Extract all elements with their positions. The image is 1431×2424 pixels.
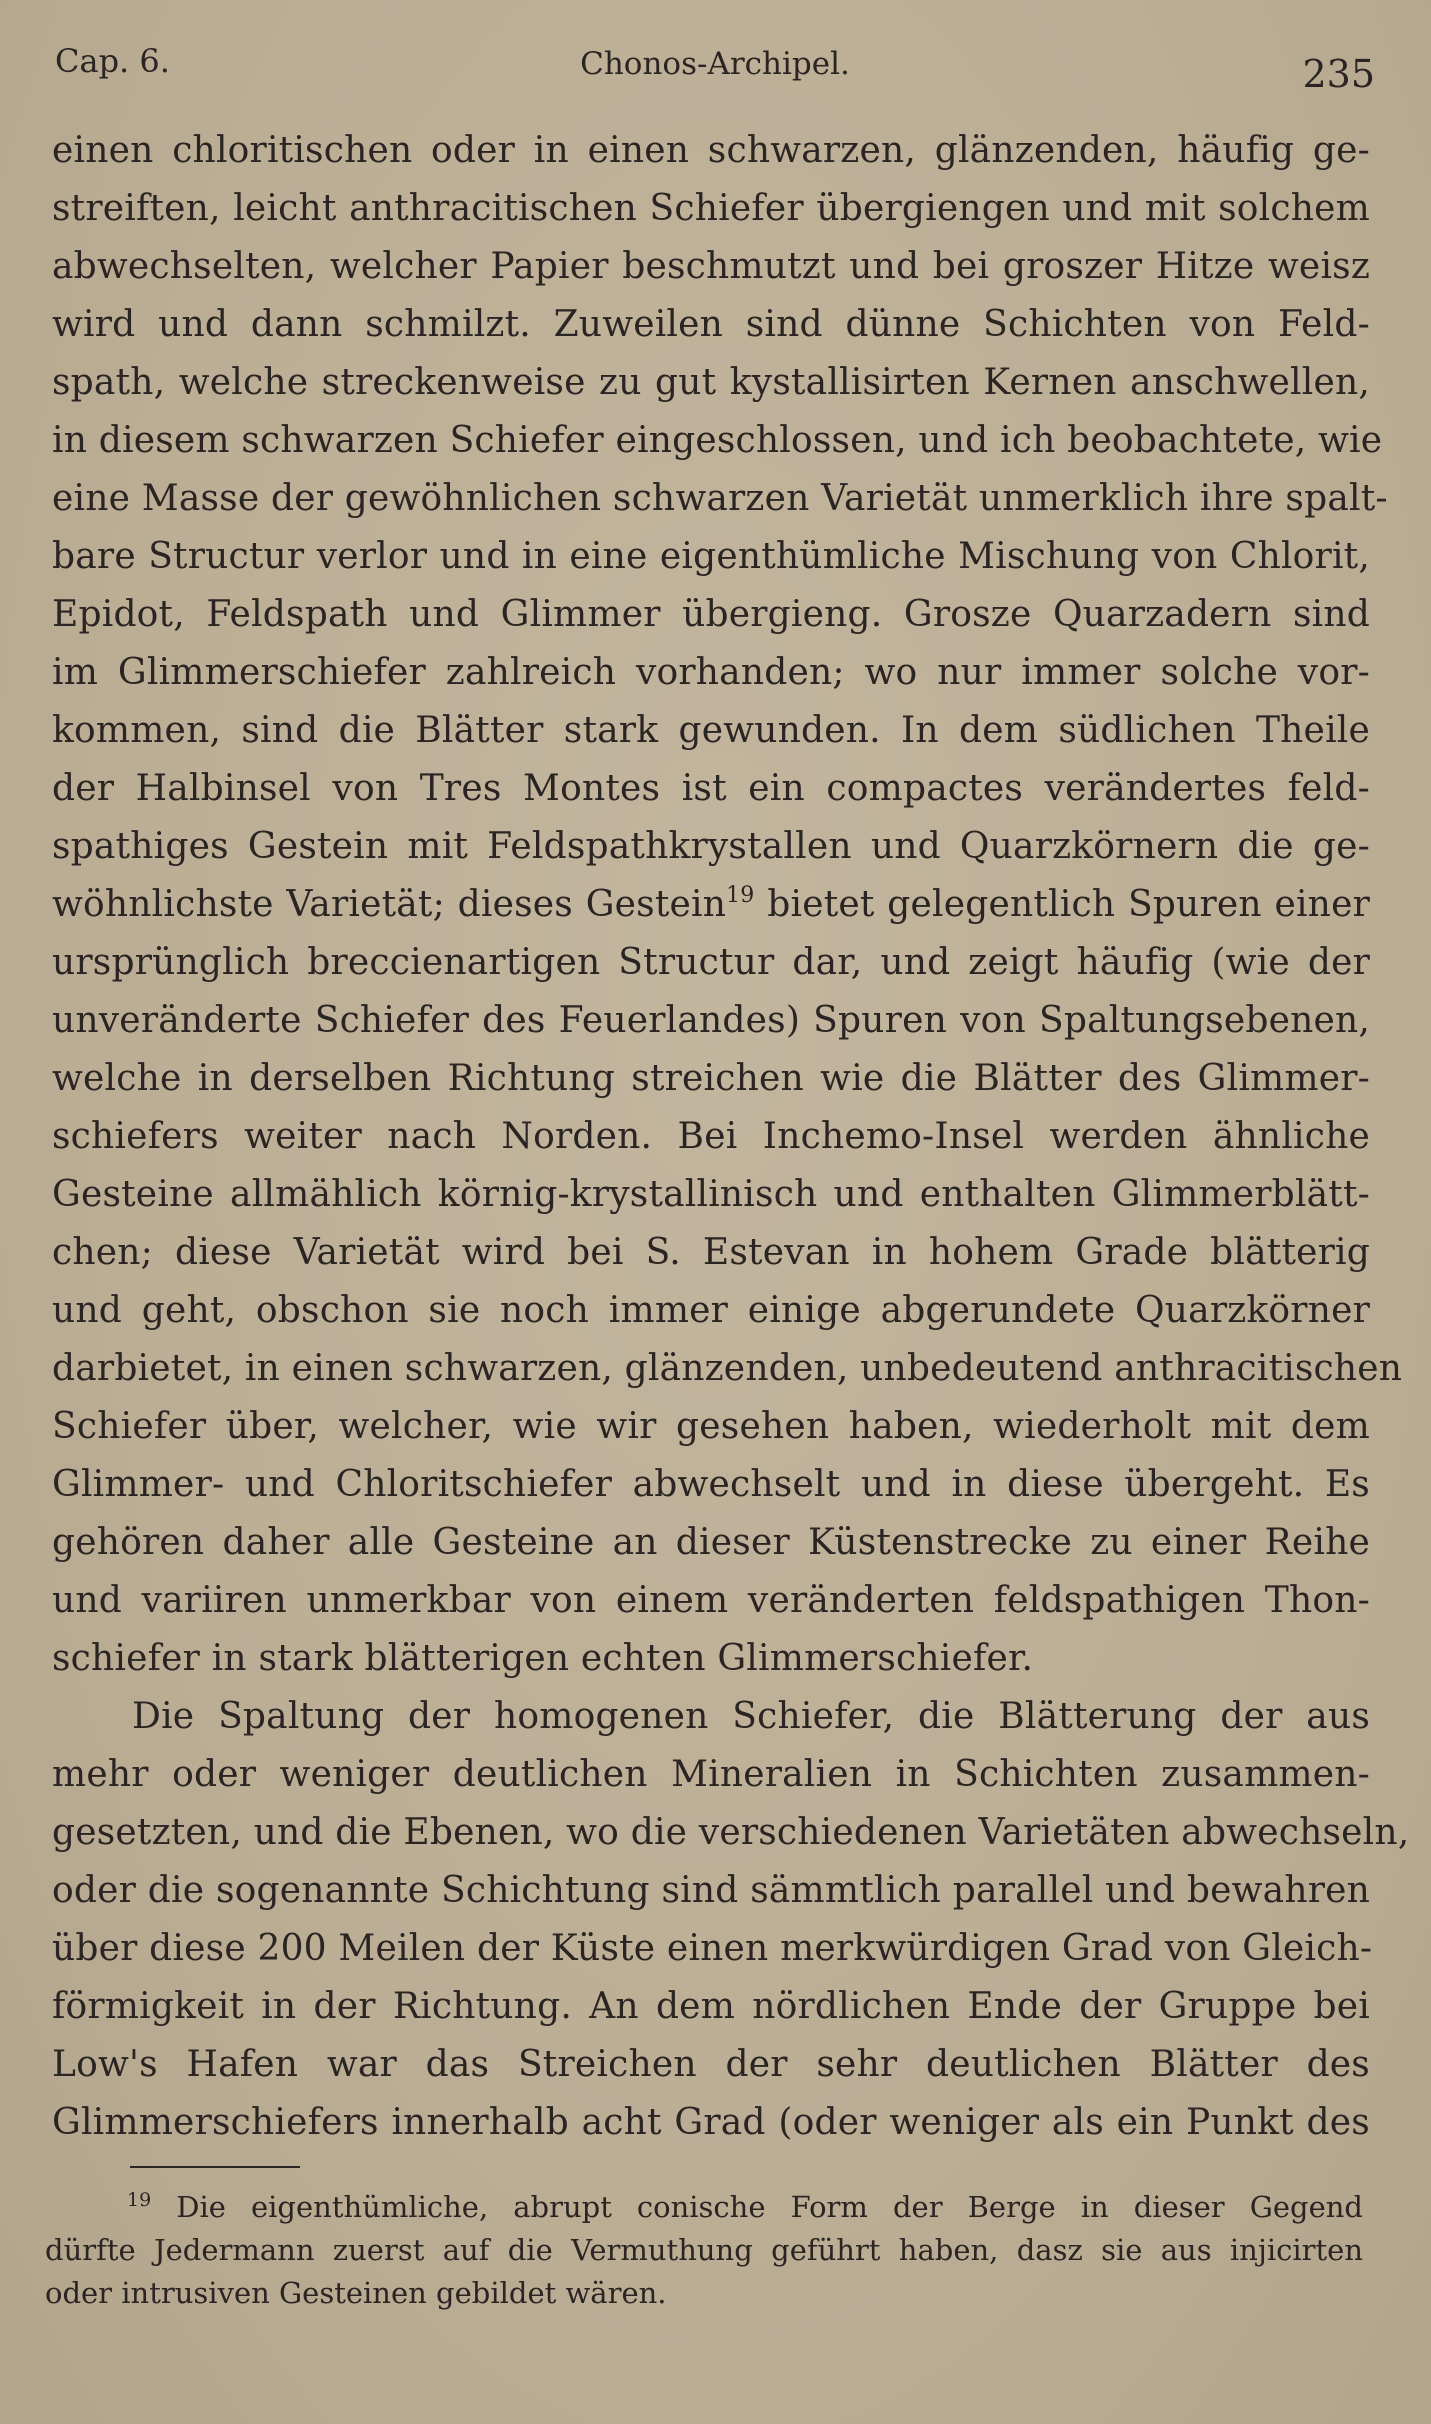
text-line: Gesteine allmählich körnig-krystallinisch und enthalten Glimmerblätt- [52, 1174, 1370, 1215]
footnote-line: dürfte Jedermann zuerst auf die Vermuthung geführt haben, dasz sie aus injicirten [45, 2233, 1363, 2267]
text-line: Epidot, Feldspath und Glimmer übergieng. Grosze Quarzadern sind [52, 594, 1370, 635]
running-title: Chonos-Archipel. [580, 46, 850, 82]
text-line: Glimmerschiefers innerhalb acht Grad (oder weniger als ein Punkt des [52, 2102, 1370, 2143]
text-line: welche in derselben Richtung streichen wie die Blätter des Glimmer- [52, 1058, 1370, 1099]
text-line-paragraph-end: schiefer in stark blätterigen echten Glimmerschiefer. [52, 1638, 1034, 1679]
text-line: chen; diese Varietät wird bei S. Estevan in hohem Grade blätterig [52, 1232, 1370, 1273]
text-line: mehr oder weniger deutlichen Mineralien in Schichten zusammen- [52, 1754, 1370, 1795]
text-line: spath, welche streckenweise zu gut kystallisirten Kernen anschwellen, [52, 362, 1370, 403]
text-line: abwechselten, welcher Papier beschmutzt und bei groszer Hitze weisz [52, 246, 1370, 287]
text-line: Low's Hafen war das Streichen der sehr deutlichen Blätter des [52, 2044, 1370, 2085]
text-line-with-footnote-ref [52, 876, 1370, 934]
text-line: oder die sogenannte Schichtung sind sämmtlich parallel und bewahren [52, 1870, 1370, 1911]
text-line: kommen, sind die Blätter stark gewunden. In dem südlichen Theile [52, 710, 1370, 751]
text-line: bare Structur verlor und in eine eigenthümliche Mischung von Chlorit, [52, 536, 1370, 577]
text-line: im Glimmerschiefer zahlreich vorhanden; wo nur immer solche vor- [52, 652, 1370, 693]
text-segment: bietet gelegentlich Spuren einer [754, 884, 1370, 925]
text-line: und geht, obschon sie noch immer einige abgerundete Quarzkörner [52, 1290, 1370, 1331]
text-line: gesetzten, und die Ebenen, wo die verschiedenen Varietäten abwechseln, [52, 1812, 1410, 1853]
text-line: der Halbinsel von Tres Montes ist ein compactes verändertes feld- [52, 768, 1370, 809]
text-line: darbietet, in einen schwarzen, glänzenden, unbedeutend anthracitischen [52, 1348, 1403, 1389]
text-line-paragraph-start: Die Spaltung der homogenen Schiefer, die Blätterung der aus [132, 1696, 1370, 1737]
footnote-number: 19 [127, 2189, 152, 2211]
text-line: und variiren unmerkbar von einem veränderten feldspathigen Thon- [52, 1580, 1370, 1621]
text-line: über diese 200 Meilen der Küste einen merkwürdigen Grad von Gleich- [52, 1928, 1373, 1969]
text-line: schiefers weiter nach Norden. Bei Inchemo-Insel werden ähnliche [52, 1116, 1370, 1157]
text-line: eine Masse der gewöhnlichen schwarzen Varietät unmerklich ihre spalt- [52, 478, 1388, 519]
text-line: Glimmer- und Chloritschiefer abwechselt und in diese übergeht. Es [52, 1464, 1370, 1505]
text-line: wird und dann schmilzt. Zuweilen sind dünne Schichten von Feld- [52, 304, 1370, 345]
page-number: 235 [1302, 52, 1375, 96]
text-line: ursprünglich breccienartigen Structur dar, und zeigt häufig (wie der [52, 942, 1370, 983]
footnote-divider [130, 2166, 300, 2168]
text-line: einen chloritischen oder in einen schwarzen, glänzenden, häufig ge- [52, 130, 1370, 171]
footnote [45, 2186, 1363, 2315]
text-line: spathiges Gestein mit Feldspathkrystallen und Quarzkörnern die ge- [52, 826, 1370, 867]
footnote-line: oder intrusiven Gesteinen gebildet wären. [45, 2276, 667, 2310]
text-line: in diesem schwarzen Schiefer eingeschlossen, und ich beobachtete, wie [52, 420, 1383, 461]
text-line: gehören daher alle Gesteine an dieser Küstenstrecke zu einer Reihe [52, 1522, 1370, 1563]
text-line: unveränderte Schiefer des Feuerlandes) Spuren von Spaltungsebenen, [52, 1000, 1370, 1041]
body-text [52, 122, 1410, 2152]
chapter-label: Cap. 6. [55, 42, 170, 80]
text-line: streiften, leicht anthracitischen Schiefer übergiengen und mit solchem [52, 188, 1370, 229]
text-line: Schiefer über, welcher, wie wir gesehen haben, wiederholt mit dem [52, 1406, 1370, 1447]
footnote-line [45, 2186, 1363, 2229]
text-line: förmigkeit in der Richtung. An dem nördlichen Ende der Gruppe bei [52, 1986, 1370, 2027]
running-header [55, 38, 1375, 98]
footnote-reference[interactable]: 19 [726, 883, 755, 908]
text-segment: wöhnlichste Varietät; dieses Gestein [52, 884, 727, 925]
footnote-text: Die eigenthümliche, abrupt conische Form der Berge in dieser Gegend [151, 2190, 1363, 2224]
